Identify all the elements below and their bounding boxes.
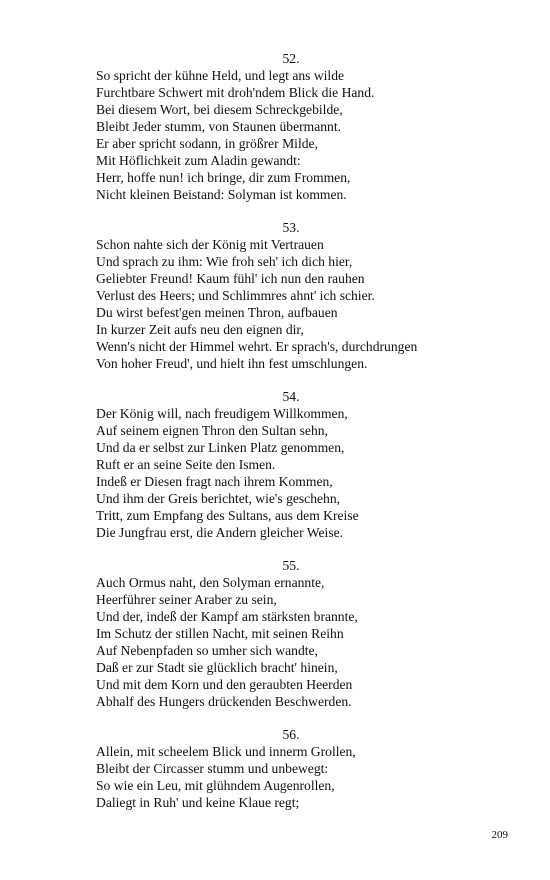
verse-line: Daß er zur Stadt sie glücklich bracht' hinein, [96, 660, 338, 675]
verse-line: Der König will, nach freudigem Willkommen, [96, 406, 348, 421]
verse-line: Von hoher Freud', und hielt ihn fest umschlungen. [96, 356, 368, 371]
verse-line: Nicht kleinen Beistand: Solyman ist kommen. [96, 187, 347, 202]
verse-line: Auf Nebenpfaden so umher sich wandte, [96, 643, 318, 658]
verse-line: Er aber spricht sodann, in größrer Milde, [96, 136, 318, 151]
stanza-55 [96, 557, 486, 710]
verse-line: Daliegt in Ruh' und keine Klaue regt; [96, 795, 300, 810]
stanza-54 [96, 388, 486, 541]
poem-text [96, 50, 486, 827]
page-number: 209 [491, 829, 508, 841]
stanza-56 [96, 726, 486, 811]
verse-line: Verlust des Heers; und Schlimmres ahnt' ich schier. [96, 288, 375, 303]
verse-line: Mit Höflichkeit zum Aladin gewandt: [96, 153, 301, 168]
verse-line: Tritt, zum Empfang des Sultans, aus dem Kreise [96, 508, 359, 523]
stanza-number: 54. [282, 389, 300, 404]
verse-line: Und der, indeß der Kampf am stärksten brannte, [96, 609, 358, 624]
verse-line: Bleibt Jeder stumm, von Staunen übermannt. [96, 119, 342, 134]
verse-line: Auch Ormus naht, den Solyman ernannte, [96, 575, 325, 590]
stanza-number: 55. [282, 558, 300, 573]
verse-line: Ruft er an seine Seite den Ismen. [96, 457, 276, 472]
verse-line: Auf seinem eignen Thron den Sultan sehn, [96, 423, 328, 438]
verse-line: Wenn's nicht der Himmel wehrt. Er sprach's, durchdrungen [96, 339, 418, 354]
verse-line: Bei diesem Wort, bei diesem Schreckgebilde, [96, 102, 343, 117]
verse-line: So spricht der kühne Held, und legt ans wilde [96, 68, 345, 83]
verse-line: Und ihm der Greis berichtet, wie's geschehn, [96, 491, 341, 506]
verse-line: Bleibt der Circasser stumm und unbewegt: [96, 761, 329, 776]
stanza-number: 56. [282, 727, 300, 742]
verse-line: Und mit dem Korn und den geraubten Heerden [96, 677, 353, 692]
verse-line: Und sprach zu ihm: Wie froh seh' ich dich hier, [96, 254, 353, 269]
verse-line: Du wirst befest'gen meinen Thron, aufbauen [96, 305, 338, 320]
verse-line: Im Schutz der stillen Nacht, mit seinen Reihn [96, 626, 344, 641]
verse-line: Heerführer seiner Araber zu sein, [96, 592, 277, 607]
verse-line: Herr, hoffe nun! ich bringe, dir zum Frommen, [96, 170, 351, 185]
verse-line: Indeß er Diesen fragt nach ihrem Kommen, [96, 474, 333, 489]
verse-line: Schon nahte sich der König mit Vertrauen [96, 237, 324, 252]
stanza-number: 53. [282, 220, 300, 235]
verse-line: So wie ein Leu, mit glühndem Augenrollen, [96, 778, 335, 793]
verse-line: Furchtbare Schwert mit droh'ndem Blick die Hand. [96, 85, 375, 100]
verse-line: Allein, mit scheelem Blick und innerm Grollen, [96, 744, 356, 759]
verse-line: Geliebter Freund! Kaum fühl' ich nun den rauhen [96, 271, 365, 286]
stanza-number: 52. [282, 51, 300, 66]
stanza-52 [96, 50, 486, 203]
verse-line: Die Jungfrau erst, die Andern gleicher Weise. [96, 525, 344, 540]
stanza-53 [96, 219, 486, 372]
verse-line: In kurzer Zeit aufs neu den eignen dir, [96, 322, 304, 337]
verse-line: Abhalf des Hungers drückenden Beschwerden. [96, 694, 352, 709]
verse-line: Und da er selbst zur Linken Platz genommen, [96, 440, 345, 455]
